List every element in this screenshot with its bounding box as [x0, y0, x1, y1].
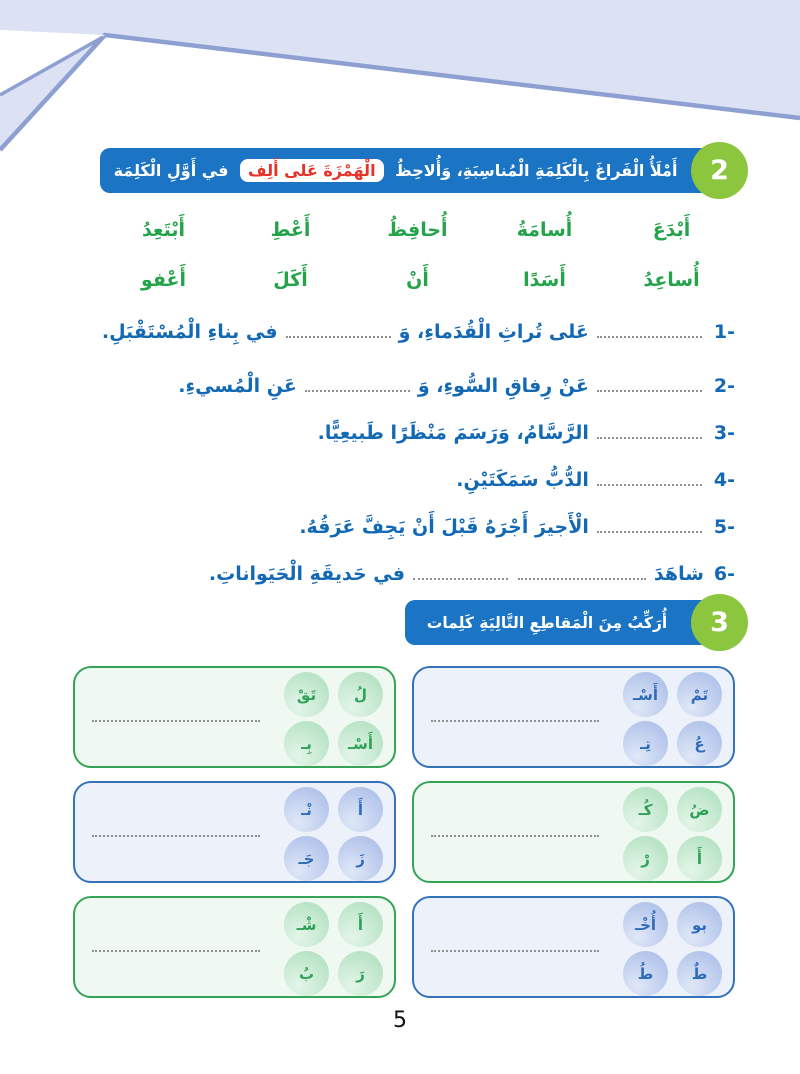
sentence-4: [65, 457, 735, 504]
syllable-circle: طُ: [623, 951, 668, 996]
syllable-circles: [623, 787, 722, 881]
syllable-box-3: [412, 781, 735, 883]
answer-line: [92, 720, 260, 722]
exercise-3-badge: 3: [691, 594, 748, 651]
answer-line: [431, 835, 599, 837]
sentence-text: في حَديقَةِ الْحَيَواناتِ.: [208, 563, 405, 585]
syllable-boxes: [73, 666, 735, 998]
syllable-circle: لُ: [338, 672, 383, 717]
sentence-3: [65, 410, 735, 457]
word-bank-item: أَعْطِ: [270, 219, 311, 241]
sentence-text: الْأَجيرَ أَجْرَهُ قَبْلَ أَنْ يَجِفَّ عَرَقُهُ.: [299, 516, 589, 538]
syllable-box-4: [73, 781, 396, 883]
answer-line: [431, 950, 599, 952]
syllable-box-6: [73, 896, 396, 998]
word-bank: [100, 206, 735, 304]
fill-blank: [597, 422, 702, 439]
syllable-circle: طٌ: [677, 951, 722, 996]
header-decoration: [0, 0, 800, 230]
syllable-circle: أَسْـ: [338, 721, 383, 766]
fill-blank: [413, 563, 508, 580]
syllable-circles: [284, 787, 383, 881]
sentence-number: 3-: [713, 422, 735, 444]
syllable-circle: رْ: [623, 836, 668, 881]
syllable-circle: نْـ: [284, 787, 329, 832]
syllable-circle: عُ: [677, 721, 722, 766]
syllable-circle: أُخْـ: [623, 902, 668, 947]
syllable-circle: أَسْـ: [623, 672, 668, 717]
syllable-circle: أَ: [338, 902, 383, 947]
fill-blank: [286, 321, 391, 338]
sentence-1: [65, 309, 735, 356]
sentence-text: الرَّسَّامُ، وَرَسَمَ مَنْظَرًا طَبيعِيًّا.: [317, 422, 589, 444]
syllable-circle: تَقْ: [284, 672, 329, 717]
word-bank-item: أَكَلَ: [273, 269, 308, 291]
syllable-circle: تِـ: [623, 721, 668, 766]
syllable-circle: تَمْ: [677, 672, 722, 717]
syllable-box-5: [412, 896, 735, 998]
word-bank-item: أَنْ: [406, 269, 429, 291]
fill-blank: [305, 375, 410, 392]
answer-line: [92, 835, 260, 837]
syllable-circle: رَ: [338, 951, 383, 996]
exercise-3-title: أُرَكِّبُ مِنَ الْمَقاطِعِ التَّالِيَةِ كَلِمات: [426, 613, 668, 632]
syllable-circle: أَ: [677, 836, 722, 881]
sentence-text: شاهَدَ: [653, 563, 704, 585]
sentence-6: [65, 551, 735, 598]
sentence-text: عَلى تُراثِ الْقُدَماءِ، وَ: [398, 321, 589, 343]
sentence-text: عَنِ الْمُسيءِ.: [178, 375, 297, 397]
exercise-2-title-bar: [100, 148, 735, 193]
sentence-number: 1-: [713, 321, 735, 343]
word-bank-item: أَبْدَعَ: [652, 219, 691, 241]
syllable-circle: زَ: [338, 836, 383, 881]
syllable-circle: بِـ: [284, 721, 329, 766]
word-bank-item: أَعْفو: [140, 269, 187, 291]
word-bank-item: أُحافِظُ: [387, 219, 448, 241]
syllable-circle: كُـ: [623, 787, 668, 832]
sentence-text: في بِناءِ الْمُسْتَقْبَلِ.: [101, 321, 278, 343]
word-bank-item: أُساعِدُ: [643, 269, 700, 291]
exercise-2-title: [114, 159, 678, 182]
fill-blank: [597, 375, 702, 392]
sentence-number: 5-: [713, 516, 735, 538]
answer-line: [92, 950, 260, 952]
exercise-2-title-pre: أَمْلَأُ الْفَراغَ بِالْكَلِمَةِ الْمُناسِبَةِ، وَأُلاحِظُ: [395, 161, 678, 180]
syllable-circle: شْـ: [284, 902, 329, 947]
exercise-2-highlight: الْهَمْزَةَ عَلى أَلِف: [240, 159, 384, 182]
sentence-number: 4-: [713, 469, 735, 491]
sentences: [65, 309, 735, 598]
syllable-circle: أَ: [338, 787, 383, 832]
sentence-text: الدُّبُّ سَمَكَتَيْنِ.: [456, 469, 589, 491]
exercise-2-badge: 2: [691, 142, 748, 199]
sentence-text: عَنْ رِفاقِ السُّوءِ، وَ: [417, 375, 589, 397]
syllable-circle: بُ: [284, 951, 329, 996]
exercise-2-title-post: في أَوَّلِ الْكَلِمَة: [113, 161, 229, 180]
word-bank-item: أُسامَةُ: [516, 219, 573, 241]
sentence-number: 2-: [713, 375, 735, 397]
fill-blank: [597, 516, 702, 533]
syllable-box-2: [73, 666, 396, 768]
answer-line: [431, 720, 599, 722]
syllable-circles: [623, 902, 722, 996]
syllable-box-1: [412, 666, 735, 768]
exercise-3-title-bar: [405, 600, 735, 645]
syllable-circles: [284, 672, 383, 766]
sentence-5: [65, 504, 735, 551]
page-number: 5: [393, 1008, 407, 1033]
sentence-2: [65, 363, 735, 410]
fill-blank: [518, 563, 646, 580]
word-bank-item: أَبْتَعِدُ: [141, 219, 186, 241]
syllable-circles: [284, 902, 383, 996]
syllable-circle: بو: [677, 902, 722, 947]
syllable-circle: جَـ: [284, 836, 329, 881]
sentence-number: 6-: [713, 563, 735, 585]
syllable-circle: ضُ: [677, 787, 722, 832]
word-bank-item: أَسَدًا: [523, 269, 566, 291]
fill-blank: [597, 321, 702, 338]
syllable-circles: [623, 672, 722, 766]
fill-blank: [597, 469, 702, 486]
